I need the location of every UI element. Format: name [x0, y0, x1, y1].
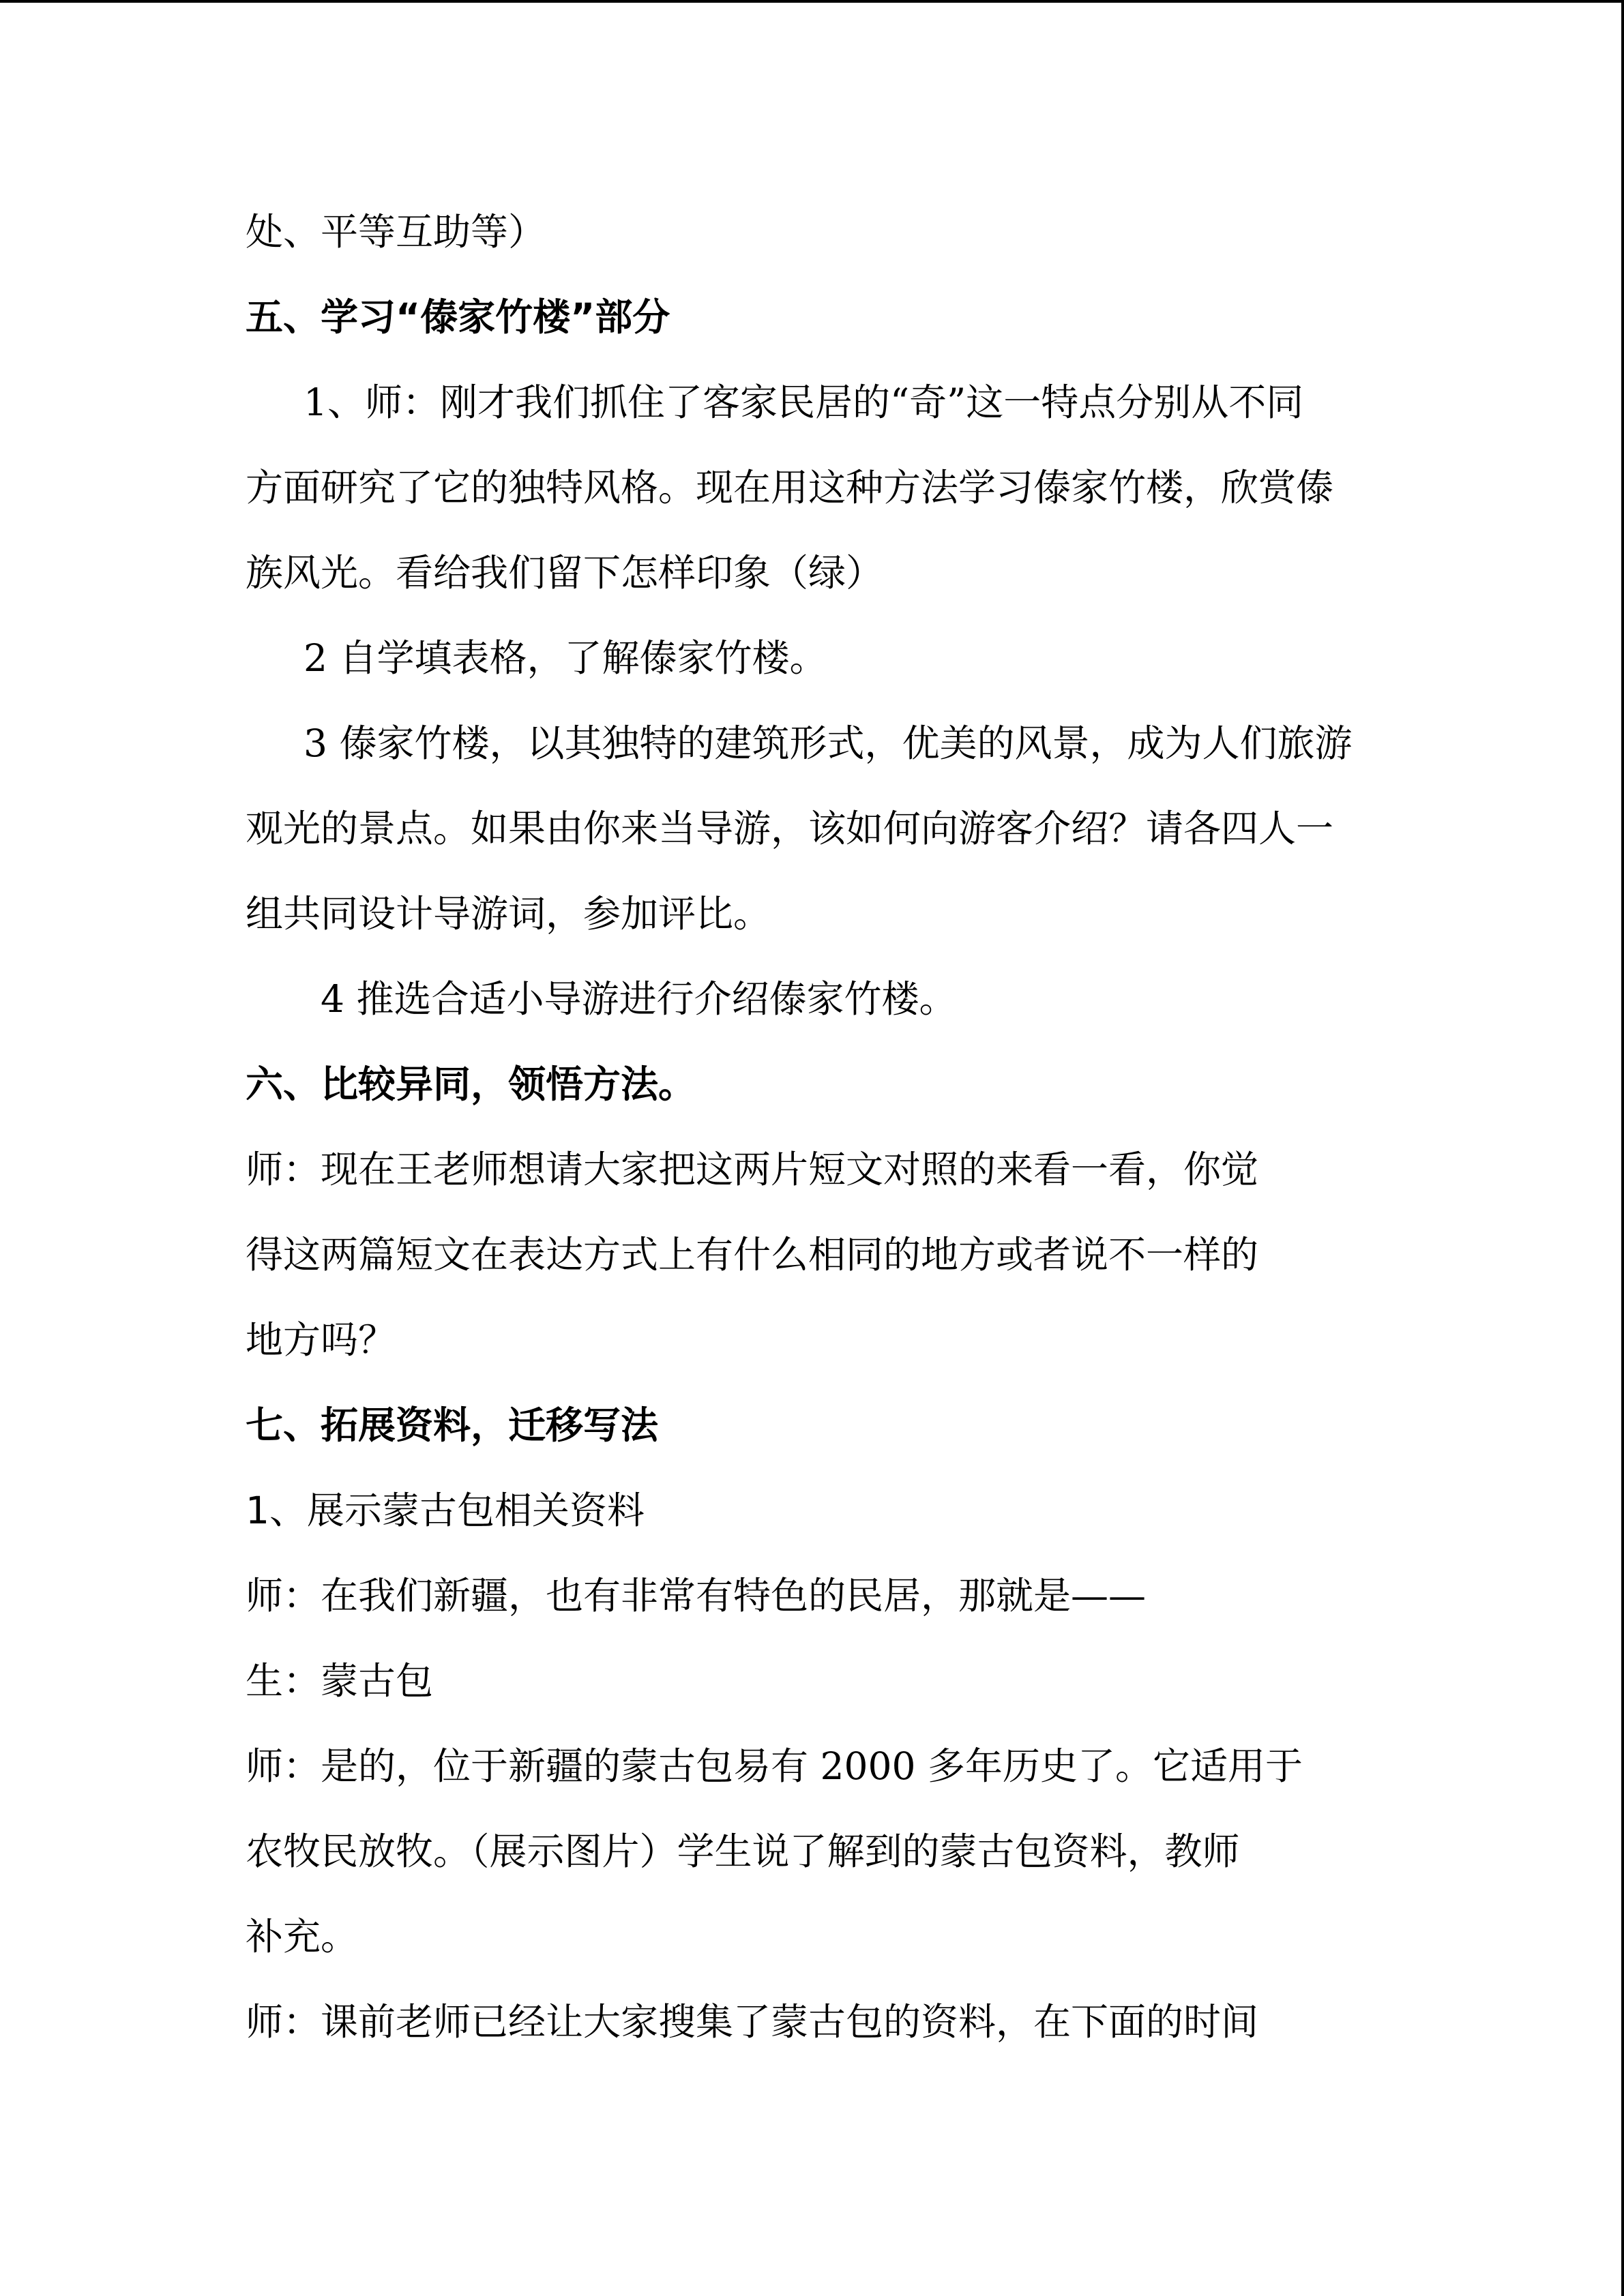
- paragraph-line: 得这两篇短文在表达方式上有什么相同的地方或者说不一样的: [246, 1233, 1259, 1277]
- paragraph-line: 1、师：刚才我们抓住了客家民居的“奇”这一特点分别从不同: [304, 381, 1304, 424]
- paragraph-line: 族风光。看给我们留下怎样印象（绿）: [246, 551, 884, 595]
- paragraph-line: 1、展示蒙古包相关资料: [246, 1489, 645, 1532]
- paragraph-line: 师：课前老师已经让大家搜集了蒙古包的资料，在下面的时间: [246, 2000, 1259, 2044]
- paragraph-line: 方面研究了它的独特风格。现在用这种方法学习傣家竹楼，欣赏傣: [246, 466, 1334, 509]
- paragraph-line: 2 自学填表格，了解傣家竹楼。: [304, 636, 827, 680]
- page-top-border: [0, 0, 1624, 3]
- paragraph-line: 师：是的，位于新疆的蒙古包易有 2000 多年历史了。它适用于: [246, 1744, 1303, 1788]
- paragraph-line: 生：蒙古包: [246, 1659, 434, 1703]
- paragraph-line: 3 傣家竹楼，以其独特的建筑形式，优美的风景，成为人们旅游: [304, 721, 1353, 765]
- paragraph-line: 补充。: [246, 1915, 359, 1958]
- paragraph-line: 组共同设计导游词，参加评比。: [246, 892, 771, 936]
- paragraph-line: 师：现在王老师想请大家把这两片短文对照的来看一看，你觉: [246, 1148, 1259, 1191]
- paragraph-line: 观光的景点。如果由你来当导游，该如何向游客介绍？请各四人一: [246, 807, 1334, 850]
- section-heading-five: 五、学习“傣家竹楼”部分: [246, 295, 670, 339]
- paragraph-line: 4 推选合适小导游进行介绍傣家竹楼。: [321, 977, 957, 1021]
- paragraph-line: 处、平等互助等）: [246, 210, 546, 254]
- section-heading-six: 六、比较异同，领悟方法。: [246, 1062, 696, 1106]
- paragraph-line: 师：在我们新疆，也有非常有特色的民居，那就是——: [246, 1574, 1147, 1617]
- page-right-border: [1621, 0, 1624, 2296]
- paragraph-line: 地方吗？: [246, 1318, 396, 1362]
- paragraph-line: 农牧民放牧。（展示图片）学生说了解到的蒙古包资料，教师: [246, 1830, 1240, 1873]
- section-heading-seven: 七、拓展资料，迁移写法: [246, 1403, 659, 1447]
